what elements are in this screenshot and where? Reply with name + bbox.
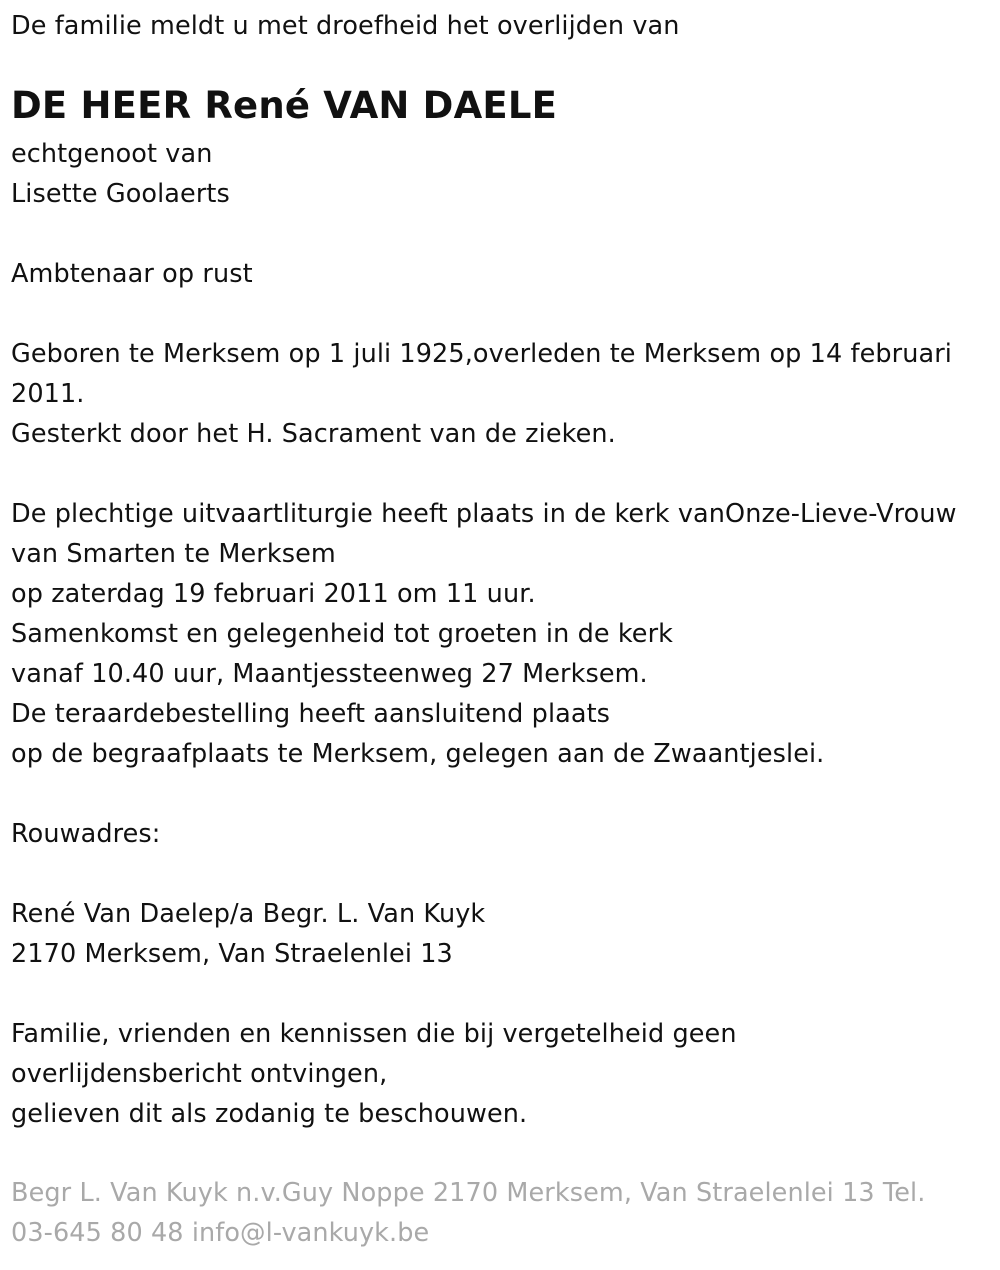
funeral-line: De plechtige uitvaartliturgie heeft plaats in de kerk vanOnze-Lieve-Vrouw [11,499,957,529]
closing-block [11,1014,737,1134]
funeral-line: vanaf 10.40 uur, Maantjessteenweg 27 Merksem. [11,659,648,689]
funeral-line: Samenkomst en gelegenheid tot groeten in de kerk [11,619,674,649]
deceased-name: DE HEER René VAN DAELE [11,84,558,127]
footer-line: 03-645 80 48 info@l-vankuyk.be [11,1218,430,1248]
address-line: René Van Daelep/a Begr. L. Van Kuyk [11,899,486,929]
birth-death-block [11,334,952,454]
footer-line: Begr L. Van Kuyk n.v.Guy Noppe 2170 Merksem, Van Straelenlei 13 Tel. [11,1178,926,1208]
address-label: Rouwadres: [11,819,161,849]
closing-line: Familie, vrienden en kennissen die bij vergetelheid geen [11,1019,737,1049]
funeral-line: De teraardebestelling heeft aansluitend plaats [11,699,611,729]
spouse-label: echtgenoot van [11,139,213,169]
address-line: 2170 Merksem, Van Straelenlei 13 [11,939,453,969]
closing-line: overlijdensbericht ontvingen, [11,1059,388,1089]
birth-death-line: Geboren te Merksem op 1 juli 1925,overleden te Merksem op 14 februari [11,339,952,369]
funeral-line: van Smarten te Merksem [11,539,336,569]
funeral-home-footer [11,1173,925,1253]
occupation-block [11,254,253,294]
funeral-line: op de begraafplaats te Merksem, gelegen aan de Zwaantjeslei. [11,739,825,769]
address-block [11,894,485,974]
sacrament-line: Gesterkt door het H. Sacrament van de zieken. [11,419,616,449]
birth-death-line: 2011. [11,379,85,409]
closing-line: gelieven dit als zodanig te beschouwen. [11,1099,528,1129]
spouse-block [11,134,230,214]
funeral-block [11,494,957,774]
occupation: Ambtenaar op rust [11,259,253,289]
address-label-block [11,814,161,854]
spouse-name: Lisette Goolaerts [11,179,230,209]
intro-text: De familie meldt u met droefheid het overlijden van [11,11,680,41]
funeral-line: op zaterdag 19 februari 2011 om 11 uur. [11,579,536,609]
